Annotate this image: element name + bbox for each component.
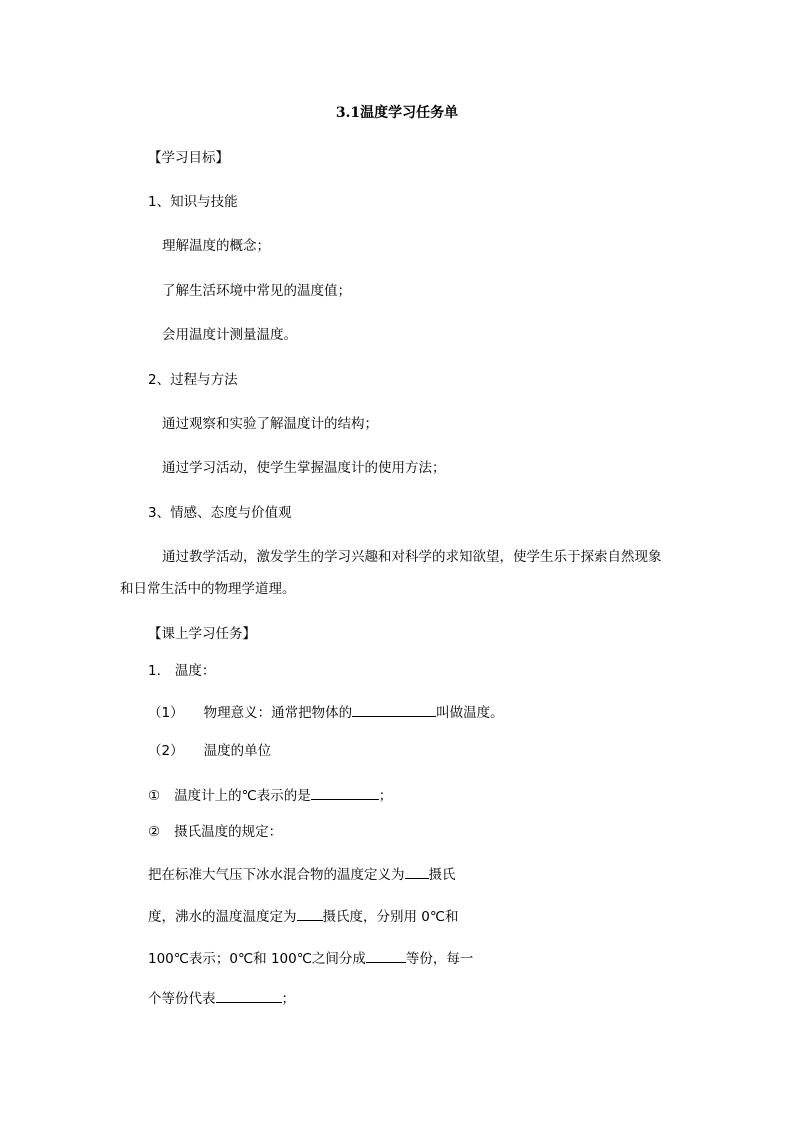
task-1-number: 1. [148, 663, 161, 679]
sub-2-number: （2） [148, 743, 184, 759]
section-3-heading: 3、情感、态度与价值观 [148, 505, 292, 521]
task-1-label: 温度： [174, 663, 216, 679]
rule-text: 等份，每一 [405, 951, 474, 967]
section-1-item: 了解生活环境中常见的温度值； [162, 283, 351, 299]
sub-1-number: （1） [148, 705, 184, 721]
rule-text: 把在标准大气压下冰水混合物的温度定义为 [148, 867, 405, 883]
task-1-sub-2 [148, 742, 271, 760]
rule-line [148, 988, 295, 1008]
circle-item-1 [148, 785, 392, 805]
answer-blank[interactable] [311, 785, 379, 800]
sub-1-suffix: 叫做温度。 [436, 705, 504, 721]
circle-2-number: ② [148, 824, 161, 840]
rule-text: 100℃表示；0℃和 100℃之间分成 [148, 951, 366, 967]
rule-text: ； [281, 991, 295, 1007]
circle-1-number: ① [148, 788, 161, 804]
section-2-heading: 2、过程与方法 [148, 372, 238, 388]
section-2-item: 通过观察和实验了解温度计的结构； [162, 416, 378, 432]
page-title: 3.1温度学习任务单 [335, 105, 459, 121]
task-1 [148, 662, 215, 680]
section-2-item: 通过学习活动，使学生掌握温度计的使用方法； [162, 460, 446, 476]
rule-text: 摄氏 [428, 867, 456, 883]
answer-blank[interactable] [216, 988, 282, 1003]
answer-blank[interactable] [297, 906, 323, 921]
circle-1-suffix: ； [378, 788, 393, 804]
section-1-heading: 1、知识与技能 [148, 194, 238, 210]
rule-text: 个等份代表 [148, 991, 216, 1007]
answer-blank[interactable] [352, 702, 436, 717]
sub-2-text: 温度的单位 [203, 743, 272, 759]
sub-1-prefix: 物理意义：通常把物体的 [203, 705, 353, 721]
rule-line [148, 864, 456, 884]
rule-text: 摄氏度，分别用 0℃和 [322, 909, 459, 925]
answer-blank[interactable] [405, 864, 429, 879]
section-1-item: 会用温度计测量温度。 [162, 327, 297, 343]
rule-line [148, 948, 473, 968]
circle-item-2 [148, 823, 282, 841]
rule-line [148, 906, 459, 926]
section-1-item: 理解温度的概念； [162, 238, 270, 254]
circle-1-prefix: 温度计上的℃表示的是 [174, 788, 311, 804]
tasks-heading: 【课上学习任务】 [148, 626, 256, 642]
answer-blank[interactable] [366, 948, 406, 963]
section-3-paragraph-line: 和日常生活中的物理学道理。 [120, 581, 296, 597]
section-3-paragraph-line: 通过教学活动，激发学生的学习兴趣和对科学的求知欲望，使学生乐于探索自然现象 [162, 549, 662, 565]
objectives-heading: 【学习目标】 [148, 150, 229, 166]
circle-2-text: 摄氏温度的规定： [174, 824, 283, 840]
rule-text: 度，沸水的温度温度定为 [148, 909, 297, 925]
task-1-sub-1 [148, 702, 504, 722]
